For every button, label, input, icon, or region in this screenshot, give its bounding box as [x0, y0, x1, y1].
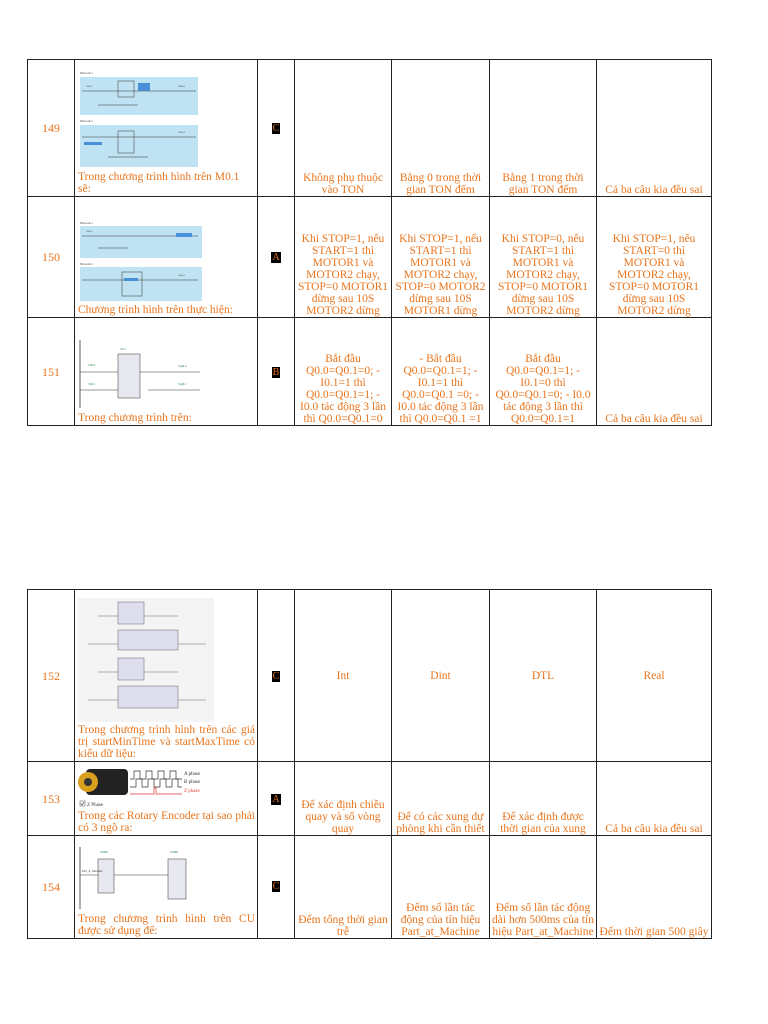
option-b: - Bắt đầu Q0.0=Q0.1=1; - I0.1=1 thì Q0.0=Q0.1 =0; - I0.0 tác động 3 lần thì Q0.0=Q0.1 =1: [392, 318, 490, 426]
svg-text:%M0.1: %M0.1: [178, 85, 186, 88]
z-phase-checkbox: [80, 801, 85, 806]
option-a: Đếm tổng thời gian trễ: [295, 836, 392, 939]
option-b: Khi STOP=1, nếu START=1 thì MOTOR1 và MOTOR2 chạy, STOP=0 MOTOR2 dừng sau 10S MOTOR1 dừng: [392, 197, 490, 318]
phase-label-a: A phase: [184, 772, 200, 777]
question-cell: [75, 836, 258, 939]
question-text: Trong chương trình hình trên CU được sử dụng để:: [78, 913, 255, 937]
ladder-diagram-figure: [78, 69, 255, 169]
option-b: Bằng 0 trong thời gian TON đếm: [392, 60, 490, 197]
option-d: Cả ba câu kia đều sai: [597, 60, 712, 197]
option-d: Đếm thời gian 500 giây: [597, 836, 712, 939]
svg-text:Part_at_Machine: Part_at_Machine: [82, 869, 103, 873]
option-a: Int: [295, 590, 392, 762]
option-d: Cả ba câu kia đều sai: [597, 318, 712, 426]
question-cell: [75, 318, 258, 426]
svg-text:Network 1: Network 1: [80, 71, 93, 75]
question-cell: [75, 60, 258, 197]
counter-ladder-figure: [78, 338, 255, 410]
option-c: DTL: [490, 590, 597, 762]
z-phase-checkbox-label: Z Phase: [87, 803, 103, 808]
svg-text:%Q0.0: %Q0.0: [178, 131, 186, 134]
question-number: 149: [28, 60, 75, 197]
question-row: [28, 836, 712, 939]
question-cell: [75, 590, 258, 762]
svg-text:%DB2: %DB2: [170, 850, 179, 854]
option-c: Bắt đầu Q0.0=Q0.1=1; - I0.1=0 thì Q0.0=Q0.1=0; - I0.0 tác động 3 lần thì Q0.0=Q0.1=1: [490, 318, 597, 426]
question-row: [28, 318, 712, 426]
rotary-encoder-figure: [78, 767, 255, 809]
svg-text:%I0.0: %I0.0: [86, 85, 93, 88]
question-row: [28, 60, 712, 197]
answer-key: C: [272, 881, 280, 892]
answer-key: C: [272, 670, 280, 682]
answer-cell: [258, 590, 295, 762]
counter-ladder-figure: [78, 845, 255, 911]
phase-label-b: B phase: [184, 780, 200, 785]
svg-text:%Q0.0: %Q0.0: [178, 364, 187, 368]
svg-text:%Q0.1: %Q0.1: [178, 274, 186, 277]
option-c: Bằng 1 trong thời gian TON đếm: [490, 60, 597, 197]
option-b: Dint: [392, 590, 490, 762]
option-a: Bắt đầu Q0.0=Q0.1=0; - I0.1=1 thì Q0.0=Q0.1=1; - I0.0 tác động 3 lần thì Q0.0=Q0.1=0: [295, 318, 392, 426]
answer-cell: [258, 836, 295, 939]
answer-key: B: [272, 366, 280, 378]
option-b: Để có các xung dự phòng khi cần thiết: [392, 762, 490, 836]
svg-text:Network 2: Network 2: [80, 119, 93, 123]
question-row: [28, 590, 712, 762]
answer-cell: [258, 762, 295, 836]
answer-cell: [258, 318, 295, 426]
answer-key: C: [272, 123, 280, 134]
question-number: 154: [28, 836, 75, 939]
option-c: Để xác định được thời gian của xung: [490, 762, 597, 836]
option-b: Đếm số lần tác động của tín hiệu Part_at_Machine: [392, 836, 490, 939]
answer-key: A: [272, 794, 280, 805]
question-cell: [75, 762, 258, 836]
question-table-2: [27, 589, 712, 939]
answer-cell: [258, 197, 295, 318]
question-number: 150: [28, 197, 75, 318]
svg-text:%I0.0: %I0.0: [88, 363, 96, 367]
answer-key: A: [272, 252, 280, 263]
option-d: Real: [597, 590, 712, 762]
phase-label-z: Z phase: [184, 789, 200, 794]
svg-text:%Q0.1: %Q0.1: [178, 382, 187, 386]
ladder-diagram-figure: [78, 220, 255, 302]
question-text: Chương trình hình trên thực hiện:: [78, 304, 233, 316]
svg-text:%DB1: %DB1: [100, 850, 109, 854]
svg-text:Network 2: Network 2: [80, 262, 93, 266]
option-a: Để xác định chiều quay và số vòng quay: [295, 762, 392, 836]
question-number: 151: [28, 318, 75, 426]
question-number: 153: [28, 762, 75, 836]
question-number: 152: [28, 590, 75, 762]
svg-text:%I0.1: %I0.1: [88, 382, 96, 386]
option-c: Đếm số lần tác động dài hơn 500ms của tín hiệu Part_at_Machine: [490, 836, 597, 939]
svg-text:Network 1: Network 1: [80, 221, 93, 225]
option-a: Không phụ thuộc vào TON: [295, 60, 392, 197]
answer-cell: [258, 60, 295, 197]
question-row: [28, 197, 712, 318]
option-a: Khi STOP=1, nếu START=1 thì MOTOR1 và MOTOR2 chạy, STOP=0 MOTOR1 dừng sau 10S MOTOR2 dừng: [295, 197, 392, 318]
question-table-1: [27, 59, 712, 426]
option-d: Cả ba câu kia đều sai: [597, 762, 712, 836]
question-text: Trong chương trình trên:: [78, 412, 192, 424]
option-d: Khi STOP=1, nếu START=0 thì MOTOR1 và MOTOR2 chạy, STOP=0 MOTOR1 dừng sau 10S MOTOR2 dừng: [597, 197, 712, 318]
question-text: Trong các Rotary Encoder tại sao phải có 3 ngõ ra:: [78, 810, 255, 834]
question-text: Trong chương trình hình trên các giá trị startMinTime và startMaxTime có kiểu dữ liệu:: [78, 724, 255, 760]
question-row: [28, 762, 712, 836]
svg-text:%C1: %C1: [120, 347, 126, 351]
timer-blocks-figure: [78, 598, 255, 722]
question-cell: [75, 197, 258, 318]
option-c: Khi STOP=0, nếu START=1 thì MOTOR1 và MOTOR2 chạy, STOP=0 MOTOR1 dừng sau 10S MOTOR2 dừng: [490, 197, 597, 318]
question-text: Trong chương trình hình trên M0.1 sẽ:: [78, 171, 240, 195]
svg-text:%I0.0: %I0.0: [86, 230, 93, 233]
